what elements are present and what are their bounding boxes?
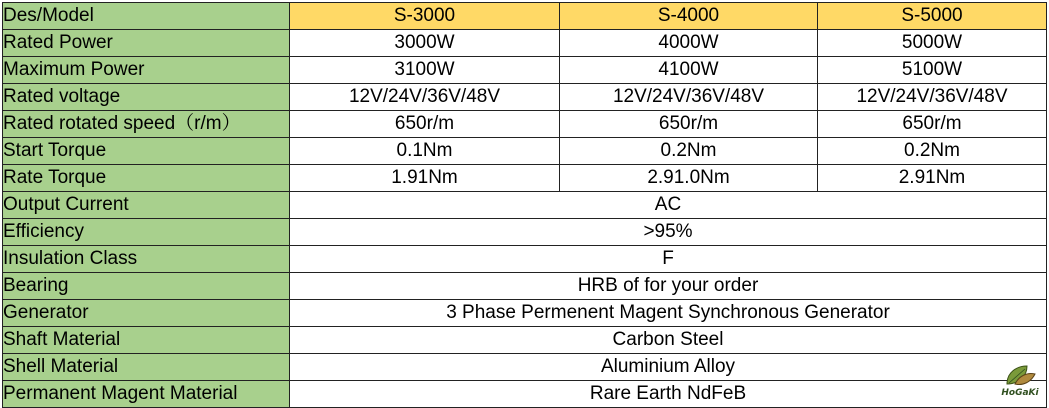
- row-label: Rated rotated speed（r/m）: [3, 111, 290, 138]
- table-cell: 2.91Nm: [818, 165, 1047, 192]
- table-cell: 12V/24V/36V/48V: [560, 84, 818, 111]
- table-cell: 3 Phase Permenent Magent Synchronous Generator: [290, 300, 1047, 327]
- row-label: Shaft Material: [3, 327, 290, 354]
- table-cell: 3100W: [290, 57, 560, 84]
- row-label: Generator: [3, 300, 290, 327]
- row-label: Maximum Power: [3, 57, 290, 84]
- table-row: [3, 381, 1047, 408]
- table-row: [3, 165, 1047, 192]
- table-row: [3, 354, 1047, 381]
- table-cell: >95%: [290, 219, 1047, 246]
- table-row: [3, 138, 1047, 165]
- table-row: [3, 192, 1047, 219]
- table-cell: 5000W: [818, 30, 1047, 57]
- row-label: Shell Material: [3, 354, 290, 381]
- row-label: Output Current: [3, 192, 290, 219]
- table-cell: 12V/24V/36V/48V: [290, 84, 560, 111]
- row-label: Insulation Class: [3, 246, 290, 273]
- table-cell: 0.2Nm: [560, 138, 818, 165]
- leaf-logo-icon: [997, 362, 1043, 388]
- row-label: Start Torque: [3, 138, 290, 165]
- table-cell: 650r/m: [818, 111, 1047, 138]
- table-row: [3, 273, 1047, 300]
- table-row: [3, 219, 1047, 246]
- model-header: S-5000: [818, 3, 1047, 30]
- table-cell: HRB of for your order: [290, 273, 1047, 300]
- table-cell: 650r/m: [290, 111, 560, 138]
- table-row: [3, 57, 1047, 84]
- header-row: [3, 3, 1047, 30]
- table-cell: 2.91.0Nm: [560, 165, 818, 192]
- table-cell: 1.91Nm: [290, 165, 560, 192]
- table-cell: 650r/m: [560, 111, 818, 138]
- table-cell: 4100W: [560, 57, 818, 84]
- table-cell: 0.2Nm: [818, 138, 1047, 165]
- logo-text: HoGaKi: [1001, 388, 1039, 398]
- brand-logo: [997, 362, 1043, 398]
- table-cell: Aluminium Alloy: [290, 354, 1047, 381]
- row-label: Permanent Magent Material: [3, 381, 290, 408]
- table-row: [3, 111, 1047, 138]
- table-cell: 0.1Nm: [290, 138, 560, 165]
- table-row: [3, 246, 1047, 273]
- header-label: Des/Model: [3, 3, 290, 30]
- table-cell: 4000W: [560, 30, 818, 57]
- table-cell: 5100W: [818, 57, 1047, 84]
- table-row: [3, 327, 1047, 354]
- table-cell: F: [290, 246, 1047, 273]
- table-cell: Rare Earth NdFeB: [290, 381, 1047, 408]
- row-label: Efficiency: [3, 219, 290, 246]
- model-header: S-4000: [560, 3, 818, 30]
- row-label: Bearing: [3, 273, 290, 300]
- row-label: Rated voltage: [3, 84, 290, 111]
- table-cell: 3000W: [290, 30, 560, 57]
- table-row: [3, 84, 1047, 111]
- table-cell: AC: [290, 192, 1047, 219]
- row-label: Rated Power: [3, 30, 290, 57]
- table-row: [3, 30, 1047, 57]
- table-row: [3, 300, 1047, 327]
- table-cell: Carbon Steel: [290, 327, 1047, 354]
- spec-table: [2, 2, 1047, 408]
- row-label: Rate Torque: [3, 165, 290, 192]
- table-cell: 12V/24V/36V/48V: [818, 84, 1047, 111]
- model-header: S-3000: [290, 3, 560, 30]
